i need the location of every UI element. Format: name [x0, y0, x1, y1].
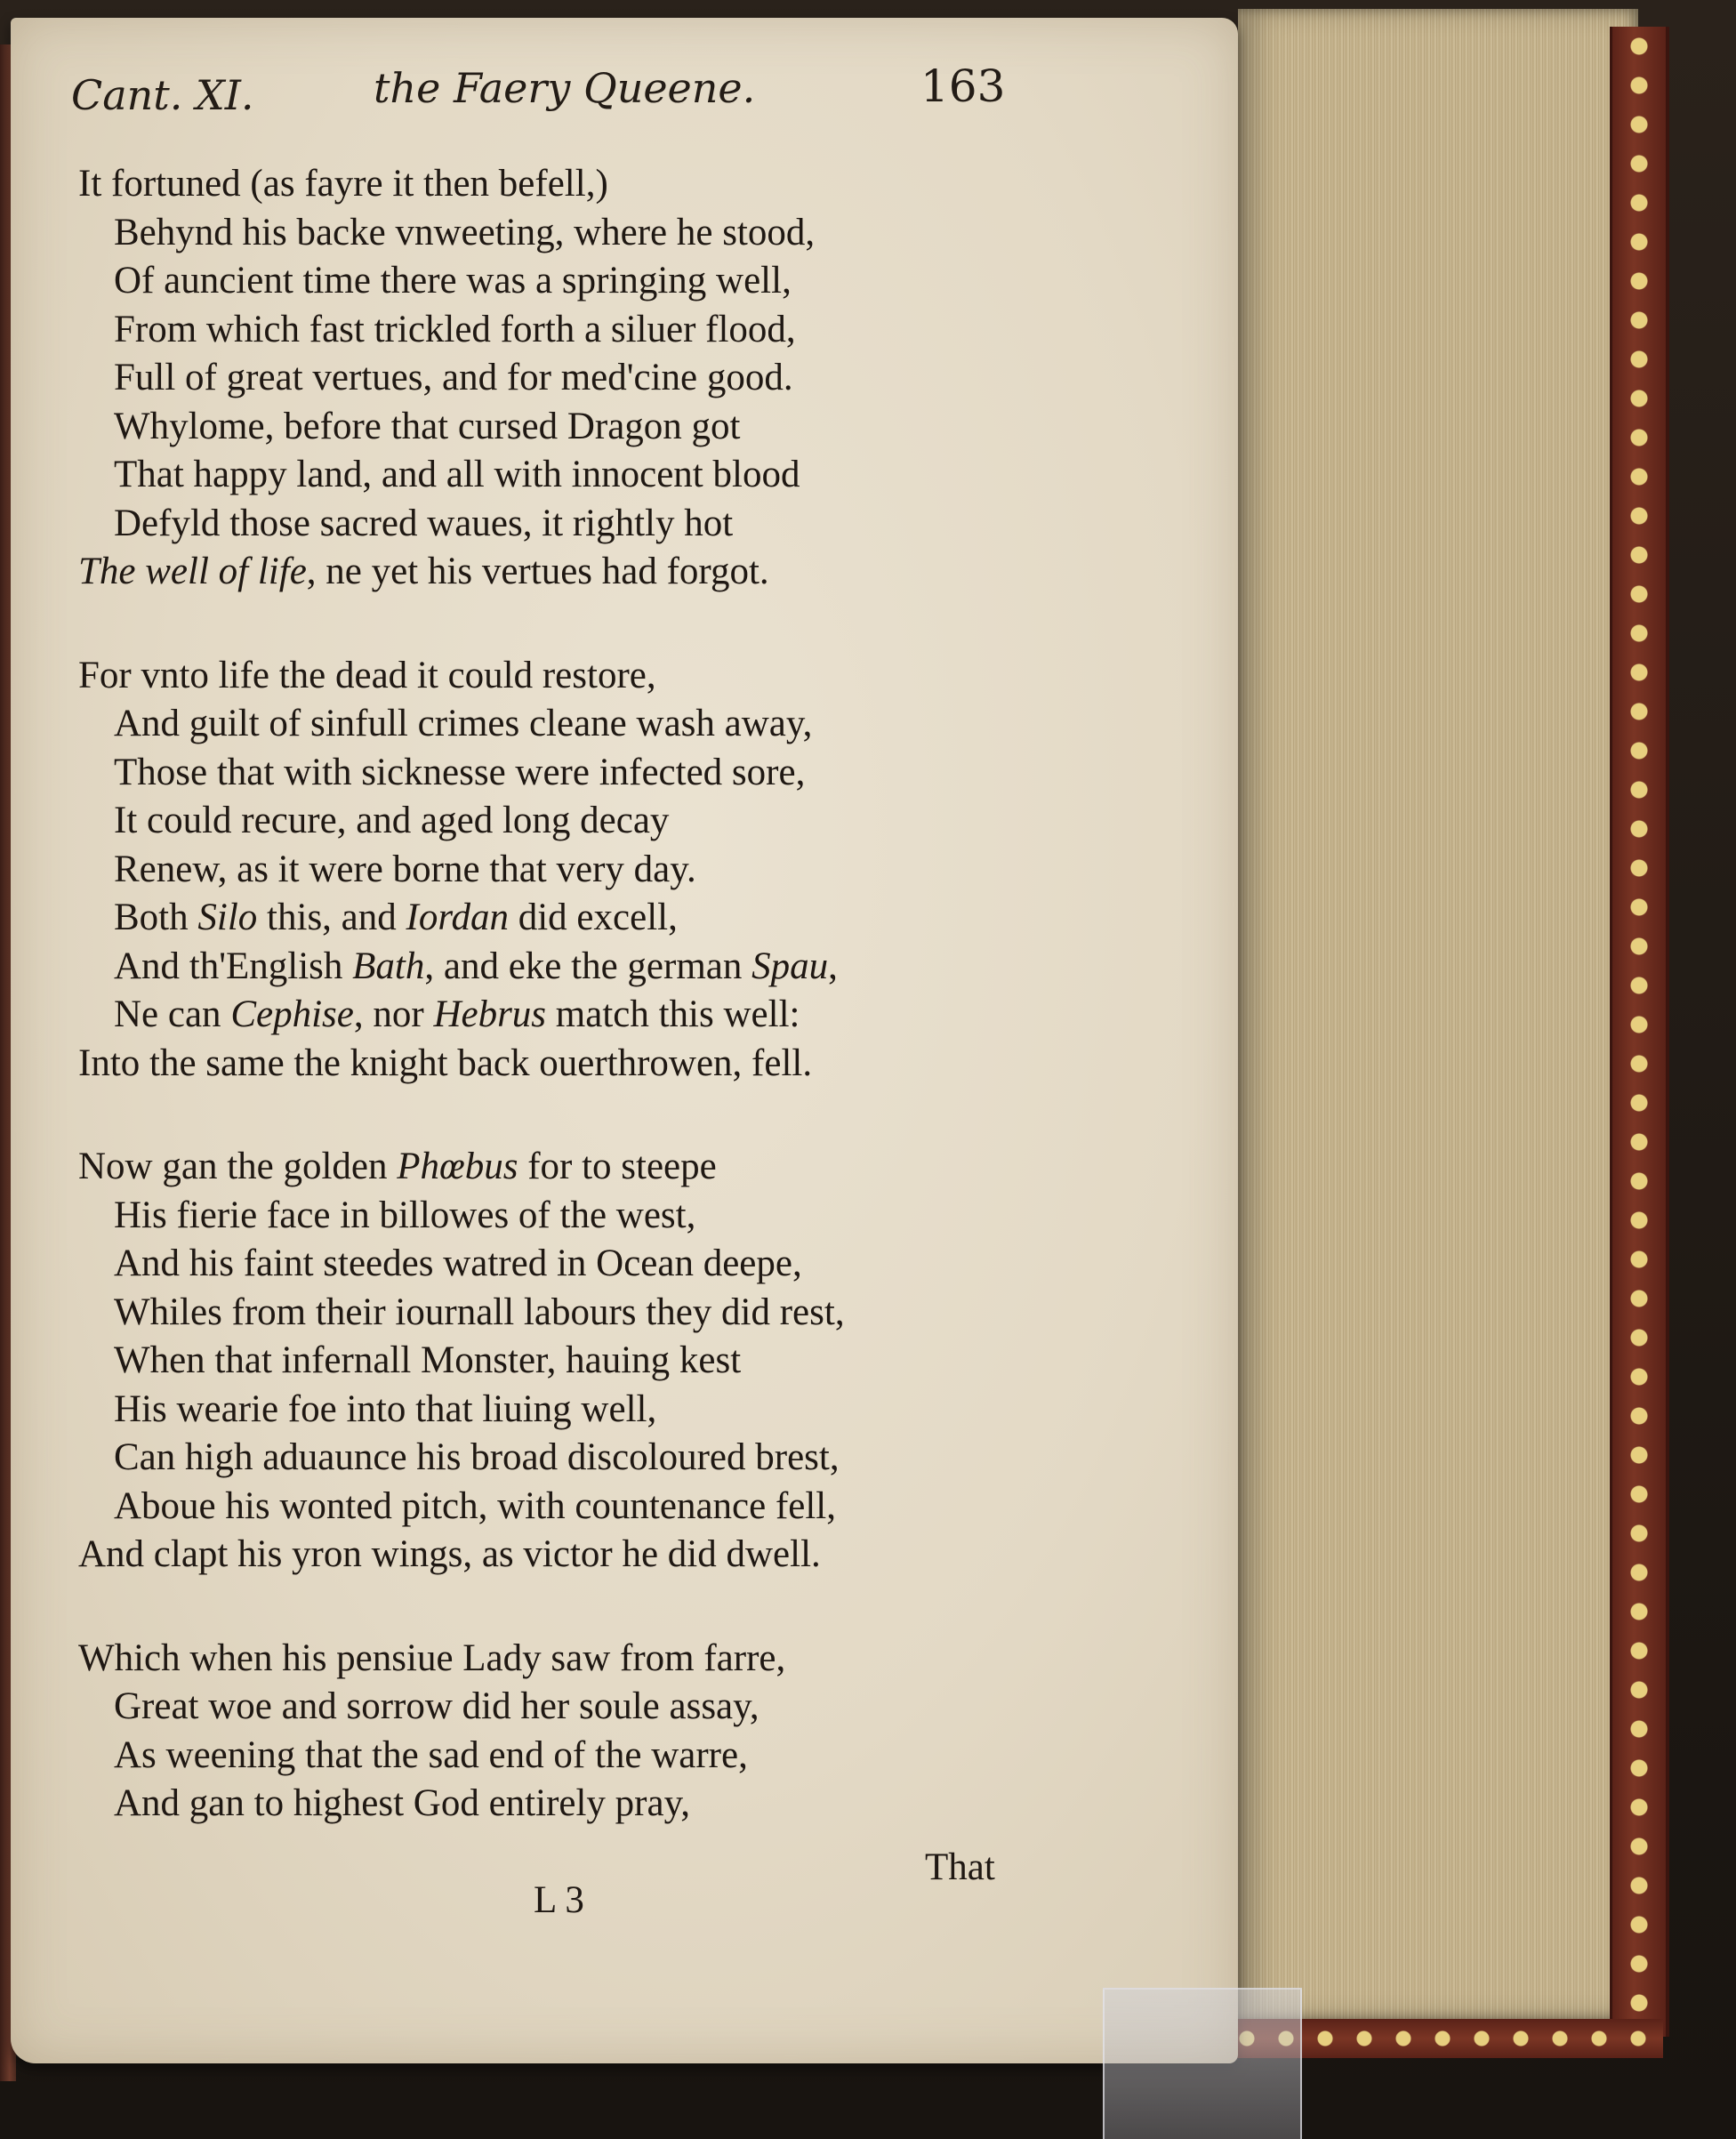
verse-text: Renew, as it were borne that very day.	[114, 848, 696, 890]
verse-line	[78, 500, 1021, 549]
verse-text: , nor	[353, 993, 434, 1035]
verse-line	[78, 749, 1021, 798]
page-number: 163	[920, 60, 1006, 112]
italic-text: Iordan	[406, 897, 509, 938]
verse-line	[78, 1635, 1021, 1684]
verse-line	[78, 1386, 1021, 1435]
verse-text: It could recure, and aged long decay	[114, 800, 670, 841]
verse-line	[78, 257, 1021, 306]
verse-text: His wearie foe into that liuing well,	[114, 1387, 657, 1430]
verse-text: That happy land, and all with innocent blood	[114, 454, 800, 495]
verse-line	[78, 1289, 1021, 1338]
poem-text	[78, 160, 1021, 1884]
verse-line	[78, 160, 1021, 209]
verse-line	[78, 354, 1021, 403]
verse-line	[78, 652, 1021, 701]
verse-line	[78, 1240, 1021, 1289]
stanza	[78, 652, 1021, 1089]
running-title: the Faery Queene.	[374, 64, 756, 112]
verse-text: Aboue his wonted pitch, with countenance fell,	[114, 1484, 837, 1527]
verse-text: From which fast trickled forth a siluer flood,	[114, 308, 796, 350]
verse-text: Whylome, before that cursed Dragon got	[114, 405, 741, 447]
verse-line	[78, 548, 1021, 597]
verse-line	[78, 1337, 1021, 1386]
verse-line	[78, 700, 1021, 749]
running-head	[71, 60, 1014, 132]
verse-text: Full of great vertues, and for med'cine good.	[114, 357, 793, 398]
verse-line	[78, 1683, 1021, 1732]
verse-text: Now gan the golden	[78, 1146, 398, 1187]
verse-line	[78, 1732, 1021, 1781]
verse-text: Ne can	[114, 993, 231, 1035]
verse-line	[78, 894, 1021, 943]
verse-text: Whiles from their iournall labours they did rest,	[114, 1291, 845, 1333]
verse-text: His fierie face in billowes of the west,	[114, 1194, 696, 1236]
verse-line	[78, 451, 1021, 500]
italic-text: The well of life	[78, 551, 307, 592]
stanza	[78, 1635, 1021, 1829]
verse-line	[78, 1143, 1021, 1192]
verse-text: Great woe and sorrow did her soule assay,	[114, 1685, 760, 1727]
verse-text: Can high aduaunce his broad discoloured brest,	[114, 1436, 840, 1478]
italic-text: Cephise	[230, 993, 354, 1035]
page-edges	[1238, 9, 1638, 2019]
italic-text: Silo	[197, 897, 258, 938]
verse-text: When that infernall Monster, hauing kest	[114, 1339, 742, 1381]
verse-line	[78, 1531, 1021, 1580]
verse-line	[78, 306, 1021, 355]
verse-text: did excell,	[508, 897, 678, 938]
stanza	[78, 160, 1021, 597]
verse-text: Which when his pensiue Lady saw from farre,	[78, 1636, 786, 1679]
verse-text: for to steepe	[518, 1146, 717, 1187]
verse-text: Those that with sicknesse were infected sore,	[114, 751, 806, 793]
verse-line	[78, 1192, 1021, 1241]
gilt-cover-border	[1610, 27, 1669, 2037]
verse-line	[78, 1040, 1021, 1089]
verse-line	[78, 1483, 1021, 1532]
verse-text: And th'English	[114, 945, 353, 987]
verse-text: And guilt of sinfull crimes cleane wash away,	[114, 703, 813, 744]
verse-text: match this well:	[546, 993, 800, 1035]
catchword: That	[925, 1846, 995, 1888]
verse-text: Defyld those sacred waues, it rightly hot	[114, 502, 734, 544]
italic-text: Hebrus	[433, 993, 547, 1035]
verse-text: Of auncient time there was a springing well,	[114, 260, 792, 302]
verse-line	[78, 797, 1021, 846]
verse-text: ,	[828, 945, 838, 987]
verse-text: , ne yet his vertues had forgot.	[306, 551, 769, 592]
verse-text: Behynd his backe vnweeting, where he stood,	[114, 211, 816, 253]
italic-text: Bath	[352, 945, 425, 987]
verse-text: And his faint steedes watred in Ocean deepe,	[114, 1242, 802, 1284]
verse-line	[78, 846, 1021, 895]
verse-line	[78, 1780, 1021, 1829]
verse-text: And clapt his yron wings, as victor he did dwell.	[78, 1533, 821, 1575]
verse-text: As weening that the sad end of the warre,	[114, 1733, 748, 1776]
book-stand	[1103, 1988, 1302, 2139]
verse-line	[78, 991, 1021, 1040]
verse-text: For vnto life the dead it could restore,	[78, 654, 656, 696]
verse-text: And gan to highest God entirely pray,	[114, 1782, 691, 1824]
verse-line	[78, 209, 1021, 258]
verse-text: It fortuned (as fayre it then befell,)	[78, 163, 608, 205]
stanza	[78, 1143, 1021, 1580]
verse-text: this, and	[257, 897, 406, 938]
verse-text: Both	[114, 897, 198, 938]
verse-line	[78, 1434, 1021, 1483]
signature-mark: L 3	[534, 1879, 584, 1921]
italic-text: Spau	[751, 945, 829, 987]
verse-text: , and eke the german	[424, 945, 752, 987]
canto-label: Cant. XI.	[71, 71, 254, 119]
verse-text: Into the same the knight back ouerthrowen, fell.	[78, 1041, 813, 1084]
verse-line	[78, 943, 1021, 992]
italic-text: Phœbus	[397, 1146, 518, 1187]
verse-line	[78, 403, 1021, 452]
